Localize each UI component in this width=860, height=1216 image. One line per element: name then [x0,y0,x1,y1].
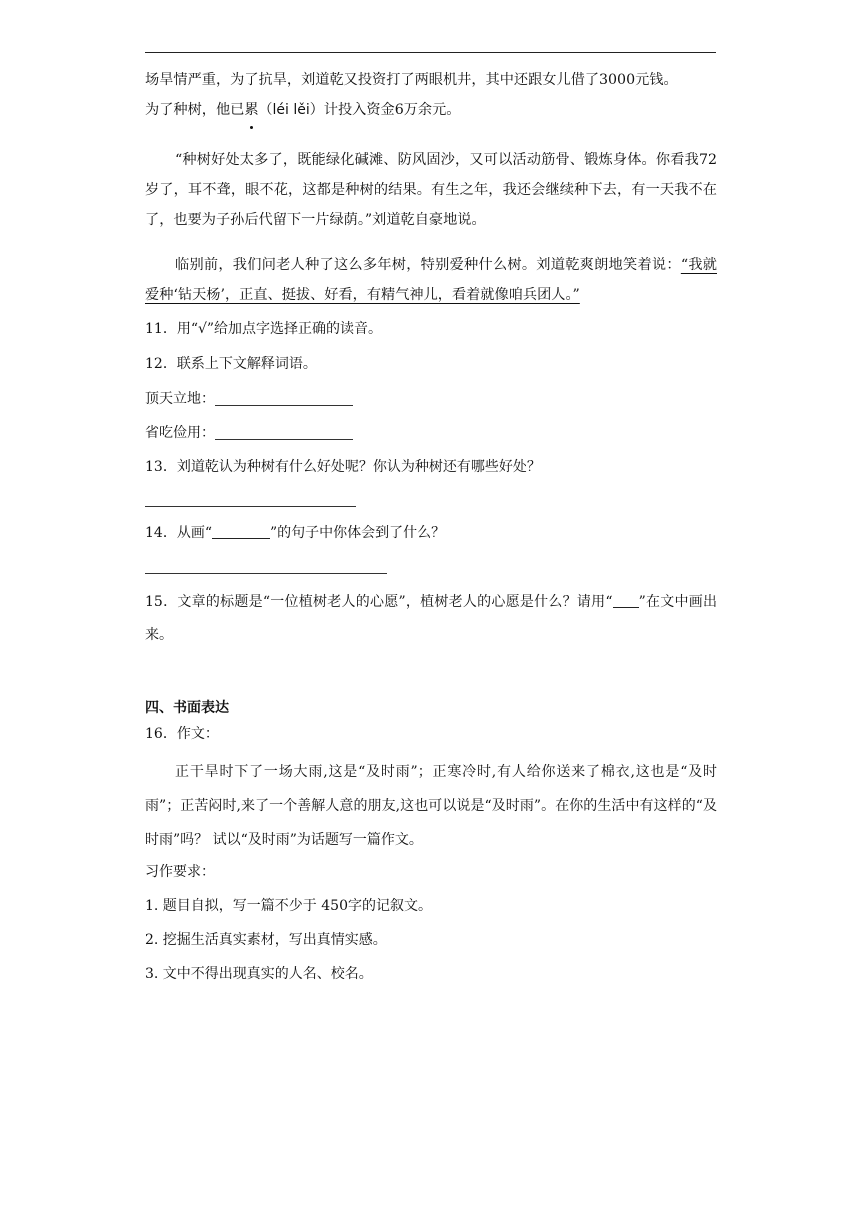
requirements-title [145,855,717,889]
passage-line-2 [145,95,717,125]
question-12-term-1 [145,382,717,416]
question-text: ”的句子中你体会到了什么？ [269,525,446,541]
underline-mark [613,593,639,608]
answer-line-14[interactable] [145,573,387,574]
question-text: 16．作文： [145,726,219,742]
question-12-term-2 [145,416,717,450]
pinyin-options: （léi lěi） [258,102,324,118]
paragraph-text-plain: 临别前，我们问老人种了这么多年树，特别爱种什么树。刘道乾爽朗地笑着说： [175,257,681,273]
passage-paragraph-quote [145,145,717,235]
question-text: 12．联系上下文解释词语。 [145,356,317,372]
answer-line-13[interactable] [145,506,356,507]
question-16 [145,721,717,747]
requirement-text: 1. 题目自拟，写一篇不少于 450字的记叙文。 [145,898,432,914]
passage-text: 计投入资金6万余元。 [323,102,461,118]
question-13 [145,450,717,484]
passage [145,65,717,125]
requirement-2 [145,923,717,957]
paragraph-text: “种树好处太多了，既能绿化碱滩、防风固沙，又可以活动筋骨、锻炼身体。你看我72岁了，耳不聋，眼不花，这都是种树的结果。有生之年，我还会继续种下去，有一天我不在了，也要为子孙后代留下一片绿荫。”刘道乾自豪地说。 [145,152,717,228]
passage-paragraph-farewell [145,250,717,310]
requirements-title-text: 习作要求： [145,864,215,880]
prompt-text: 正干旱时下了一场大雨,这是“及时雨”；正寒冷时,有人给你送来了棉衣,这也是“及时雨”；正苦闷时,来了一个善解人意的朋友,这也可以说是“及时雨”。在你的生活中有这样的“及时雨”吗？ 试以“及时雨”为话题写一篇作文。 [145,764,717,848]
requirement-text: 3. 文中不得出现真实的人名、校名。 [145,966,373,982]
question-text: 11．用“√”给加点字选择正确的读音。 [145,321,383,337]
term-label: 省吃俭用： [145,425,215,441]
question-text: 15．文章的标题是“一位植树老人的心愿”，植树老人的心愿是什么？请用“ [145,594,613,610]
question-12 [145,347,717,381]
requirement-text: 2. 挖掘生活真实素材，写出真情实感。 [145,932,387,948]
answer-blank[interactable] [215,389,353,406]
question-11 [145,312,717,346]
requirement-3 [145,957,717,991]
dotted-char: 累 [244,95,258,125]
passage-text: 为了种树，他已 [145,102,245,118]
question-text: ”在文中画出来。 [145,594,717,643]
underlined-sentence: “我就爱种‘钻天杨’，正直、挺拔、好看，有精气神儿，看着就像咱兵团人。” [145,257,717,303]
section-4-heading [145,697,717,719]
essay-prompt [145,755,717,857]
term-label: 顶天立地： [145,391,215,407]
question-15 [145,586,717,652]
underline-mark [212,524,270,539]
section-heading: 四、书面表达 [145,700,229,716]
question-text: 14．从画“ [145,525,212,541]
question-text: 13．刘道乾认为种树有什么好处呢？你认为种树还有哪些好处？ [145,459,541,475]
question-14 [145,516,717,550]
requirement-1 [145,889,717,923]
paragraph-text [145,250,717,310]
passage-line-1: 场旱情严重，为了抗旱，刘道乾又投资打了两眼机井，其中还跟女儿借了3000元钱。 [145,72,678,88]
header-rule [145,52,716,53]
answer-blank[interactable] [215,423,353,440]
